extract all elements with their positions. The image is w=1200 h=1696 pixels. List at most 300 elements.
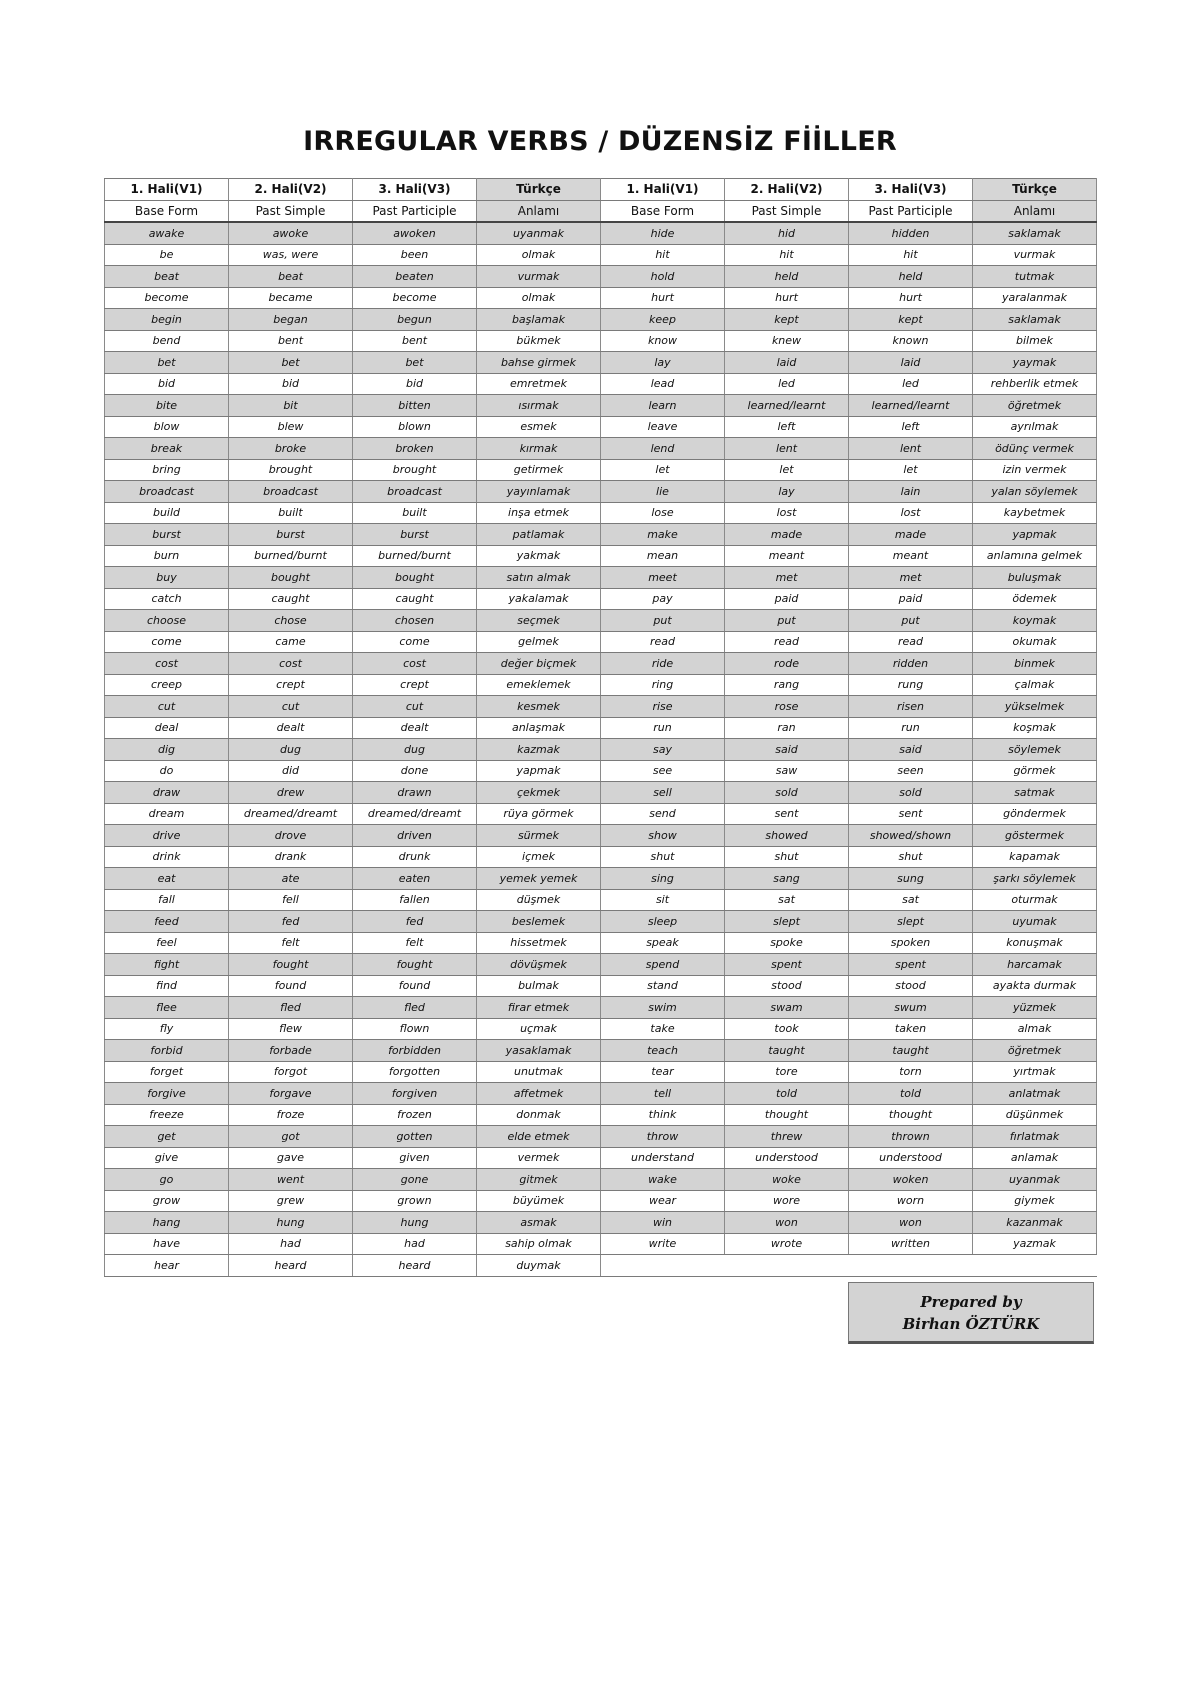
right-past-simple-cell: laid <box>725 352 849 374</box>
right-base-form-cell: keep <box>601 309 725 331</box>
right-past-simple-cell: woke <box>725 1169 849 1191</box>
left-base-form-cell: catch <box>105 588 229 610</box>
left-past-participle-cell: bent <box>353 330 477 352</box>
table-row <box>105 373 1097 395</box>
right-turkish-meaning-cell: söylemek <box>973 739 1097 761</box>
left-past-simple-cell: grew <box>229 1190 353 1212</box>
left-base-form-cell: feel <box>105 932 229 954</box>
left-past-simple-cell: dreamed/dreamt <box>229 803 353 825</box>
left-past-participle-cell: fed <box>353 911 477 933</box>
left-turkish-meaning-cell: büyümek <box>477 1190 601 1212</box>
right-past-simple-cell: held <box>725 266 849 288</box>
right-turkish-meaning-cell: kaybetmek <box>973 502 1097 524</box>
right-turkish-meaning-cell: saklamak <box>973 222 1097 244</box>
left-turkish-meaning-cell: satın almak <box>477 567 601 589</box>
left-past-participle-cell: given <box>353 1147 477 1169</box>
right-turkish-meaning-cell: anlamak <box>973 1147 1097 1169</box>
right-past-participle-cell: lost <box>849 502 973 524</box>
left-base-form-cell: cut <box>105 696 229 718</box>
right-past-simple-cell: sold <box>725 782 849 804</box>
right-base-form-cell: throw <box>601 1126 725 1148</box>
right-turkish-meaning-cell: izin vermek <box>973 459 1097 481</box>
left-past-participle-cell: fallen <box>353 889 477 911</box>
credit-box <box>848 1282 1094 1344</box>
right-base-form-cell: make <box>601 524 725 546</box>
table-row <box>105 1233 1097 1255</box>
right-turkish-meaning-cell: yalan söylemek <box>973 481 1097 503</box>
table-row <box>105 567 1097 589</box>
right-past-participle-cell: understood <box>849 1147 973 1169</box>
left-turkish-meaning-cell: yapmak <box>477 760 601 782</box>
right-past-participle-cell: swum <box>849 997 973 1019</box>
right-base-form-cell: learn <box>601 395 725 417</box>
right-past-simple-cell: told <box>725 1083 849 1105</box>
right-past-simple-cell: let <box>725 459 849 481</box>
right-past-participle-cell: learned/learnt <box>849 395 973 417</box>
left-base-form-cell: broadcast <box>105 481 229 503</box>
table-row <box>105 631 1097 653</box>
left-base-form-cell: burn <box>105 545 229 567</box>
header-turkish-right: Türkçe <box>973 179 1097 201</box>
right-turkish-meaning-cell: binmek <box>973 653 1097 675</box>
table-row <box>105 868 1097 890</box>
table-row <box>105 782 1097 804</box>
left-past-simple-cell: cost <box>229 653 353 675</box>
right-past-participle-cell: spent <box>849 954 973 976</box>
header-base-form-right: Base Form <box>601 200 725 222</box>
header-past-participle-right: Past Participle <box>849 200 973 222</box>
left-past-participle-cell: beaten <box>353 266 477 288</box>
left-past-participle-cell: gone <box>353 1169 477 1191</box>
left-turkish-meaning-cell: vermek <box>477 1147 601 1169</box>
left-turkish-meaning-cell: emretmek <box>477 373 601 395</box>
left-base-form-cell: burst <box>105 524 229 546</box>
table-row <box>105 395 1097 417</box>
header-row-labels <box>105 179 1097 201</box>
right-turkish-meaning-cell: çalmak <box>973 674 1097 696</box>
right-empty-cell <box>973 1255 1097 1277</box>
right-past-simple-cell: read <box>725 631 849 653</box>
right-past-simple-cell: stood <box>725 975 849 997</box>
right-past-simple-cell: led <box>725 373 849 395</box>
right-past-participle-cell: slept <box>849 911 973 933</box>
right-past-participle-cell: hidden <box>849 222 973 244</box>
table-row <box>105 1104 1097 1126</box>
right-base-form-cell: rise <box>601 696 725 718</box>
left-turkish-meaning-cell: bahse girmek <box>477 352 601 374</box>
left-past-participle-cell: heard <box>353 1255 477 1277</box>
left-past-participle-cell: gotten <box>353 1126 477 1148</box>
left-past-participle-cell: blown <box>353 416 477 438</box>
left-past-participle-cell: burst <box>353 524 477 546</box>
left-past-simple-cell: forbade <box>229 1040 353 1062</box>
left-past-simple-cell: built <box>229 502 353 524</box>
left-past-participle-cell: been <box>353 244 477 266</box>
left-base-form-cell: hear <box>105 1255 229 1277</box>
right-past-simple-cell: showed <box>725 825 849 847</box>
left-turkish-meaning-cell: vurmak <box>477 266 601 288</box>
right-base-form-cell: put <box>601 610 725 632</box>
right-turkish-meaning-cell: yaymak <box>973 352 1097 374</box>
left-past-participle-cell: broadcast <box>353 481 477 503</box>
left-base-form-cell: fight <box>105 954 229 976</box>
table-row <box>105 330 1097 352</box>
left-past-participle-cell: done <box>353 760 477 782</box>
right-past-participle-cell: let <box>849 459 973 481</box>
left-past-simple-cell: heard <box>229 1255 353 1277</box>
right-base-form-cell: see <box>601 760 725 782</box>
left-base-form-cell: forbid <box>105 1040 229 1062</box>
right-past-simple-cell: lent <box>725 438 849 460</box>
left-past-simple-cell: found <box>229 975 353 997</box>
left-turkish-meaning-cell: sahip olmak <box>477 1233 601 1255</box>
right-past-simple-cell: sent <box>725 803 849 825</box>
right-base-form-cell: wear <box>601 1190 725 1212</box>
verb-table-body <box>105 179 1097 1277</box>
right-past-participle-cell: taken <box>849 1018 973 1040</box>
right-past-simple-cell: hid <box>725 222 849 244</box>
right-turkish-meaning-cell: buluşmak <box>973 567 1097 589</box>
table-row <box>105 266 1097 288</box>
right-base-form-cell: show <box>601 825 725 847</box>
left-base-form-cell: be <box>105 244 229 266</box>
table-row <box>105 610 1097 632</box>
table-row <box>105 653 1097 675</box>
right-past-participle-cell: left <box>849 416 973 438</box>
left-base-form-cell: awake <box>105 222 229 244</box>
right-base-form-cell: ride <box>601 653 725 675</box>
right-past-simple-cell: saw <box>725 760 849 782</box>
left-base-form-cell: grow <box>105 1190 229 1212</box>
left-past-participle-cell: forgiven <box>353 1083 477 1105</box>
left-base-form-cell: flee <box>105 997 229 1019</box>
left-turkish-meaning-cell: duymak <box>477 1255 601 1277</box>
table-row <box>105 954 1097 976</box>
table-row <box>105 975 1097 997</box>
left-turkish-meaning-cell: ısırmak <box>477 395 601 417</box>
right-turkish-meaning-cell: saklamak <box>973 309 1097 331</box>
right-base-form-cell: swim <box>601 997 725 1019</box>
right-past-participle-cell: sat <box>849 889 973 911</box>
right-past-simple-cell: hit <box>725 244 849 266</box>
table-row <box>105 846 1097 868</box>
left-past-participle-cell: fled <box>353 997 477 1019</box>
left-base-form-cell: forget <box>105 1061 229 1083</box>
right-past-participle-cell: thought <box>849 1104 973 1126</box>
right-base-form-cell: sit <box>601 889 725 911</box>
table-row <box>105 524 1097 546</box>
left-past-simple-cell: felt <box>229 932 353 954</box>
left-base-form-cell: blow <box>105 416 229 438</box>
right-past-simple-cell: spoke <box>725 932 849 954</box>
right-past-participle-cell: sung <box>849 868 973 890</box>
left-past-participle-cell: bet <box>353 352 477 374</box>
left-turkish-meaning-cell: gelmek <box>477 631 601 653</box>
left-past-simple-cell: burned/burnt <box>229 545 353 567</box>
right-turkish-meaning-cell: yaralanmak <box>973 287 1097 309</box>
right-turkish-meaning-cell: giymek <box>973 1190 1097 1212</box>
left-turkish-meaning-cell: unutmak <box>477 1061 601 1083</box>
left-turkish-meaning-cell: anlaşmak <box>477 717 601 739</box>
header-v1-left: 1. Hali(V1) <box>105 179 229 201</box>
right-past-simple-cell: kept <box>725 309 849 331</box>
left-turkish-meaning-cell: bükmek <box>477 330 601 352</box>
left-past-simple-cell: drew <box>229 782 353 804</box>
header-base-form-left: Base Form <box>105 200 229 222</box>
table-row <box>105 244 1097 266</box>
left-turkish-meaning-cell: başlamak <box>477 309 601 331</box>
left-past-simple-cell: burst <box>229 524 353 546</box>
left-past-simple-cell: broke <box>229 438 353 460</box>
header-past-simple-left: Past Simple <box>229 200 353 222</box>
credit-prepared-by: Prepared by <box>920 1293 1022 1311</box>
right-past-simple-cell: understood <box>725 1147 849 1169</box>
right-base-form-cell: lead <box>601 373 725 395</box>
right-base-form-cell: sleep <box>601 911 725 933</box>
left-past-participle-cell: awoken <box>353 222 477 244</box>
left-base-form-cell: find <box>105 975 229 997</box>
left-past-simple-cell: gave <box>229 1147 353 1169</box>
right-turkish-meaning-cell: satmak <box>973 782 1097 804</box>
right-base-form-cell: win <box>601 1212 725 1234</box>
right-past-participle-cell: woken <box>849 1169 973 1191</box>
header-row-forms <box>105 200 1097 222</box>
left-base-form-cell: begin <box>105 309 229 331</box>
left-turkish-meaning-cell: emeklemek <box>477 674 601 696</box>
right-turkish-meaning-cell: ödemek <box>973 588 1097 610</box>
left-past-simple-cell: brought <box>229 459 353 481</box>
left-past-simple-cell: fought <box>229 954 353 976</box>
left-past-simple-cell: got <box>229 1126 353 1148</box>
left-past-participle-cell: built <box>353 502 477 524</box>
left-turkish-meaning-cell: elde etmek <box>477 1126 601 1148</box>
right-base-form-cell: think <box>601 1104 725 1126</box>
left-past-participle-cell: crept <box>353 674 477 696</box>
left-base-form-cell: go <box>105 1169 229 1191</box>
left-past-simple-cell: blew <box>229 416 353 438</box>
left-turkish-meaning-cell: kesmek <box>477 696 601 718</box>
right-turkish-meaning-cell: rehberlik etmek <box>973 373 1097 395</box>
right-past-simple-cell: slept <box>725 911 849 933</box>
left-past-simple-cell: caught <box>229 588 353 610</box>
table-row <box>105 287 1097 309</box>
table-row <box>105 222 1097 244</box>
header-turkish-left: Türkçe <box>477 179 601 201</box>
left-past-participle-cell: bitten <box>353 395 477 417</box>
header-meaning-right: Anlamı <box>973 200 1097 222</box>
right-turkish-meaning-cell: yüzmek <box>973 997 1097 1019</box>
right-past-participle-cell: kept <box>849 309 973 331</box>
right-past-simple-cell: took <box>725 1018 849 1040</box>
right-past-participle-cell: paid <box>849 588 973 610</box>
left-past-simple-cell: went <box>229 1169 353 1191</box>
left-past-simple-cell: bent <box>229 330 353 352</box>
left-past-simple-cell: bet <box>229 352 353 374</box>
right-base-form-cell: speak <box>601 932 725 954</box>
right-past-simple-cell: shut <box>725 846 849 868</box>
right-past-participle-cell: laid <box>849 352 973 374</box>
left-past-simple-cell: bit <box>229 395 353 417</box>
left-base-form-cell: draw <box>105 782 229 804</box>
left-past-participle-cell: drawn <box>353 782 477 804</box>
right-past-participle-cell: lain <box>849 481 973 503</box>
right-past-participle-cell: sent <box>849 803 973 825</box>
left-turkish-meaning-cell: kazmak <box>477 739 601 761</box>
right-turkish-meaning-cell: vurmak <box>973 244 1097 266</box>
right-past-simple-cell: lost <box>725 502 849 524</box>
table-row <box>105 481 1097 503</box>
left-past-participle-cell: caught <box>353 588 477 610</box>
right-turkish-meaning-cell: kapamak <box>973 846 1097 868</box>
left-base-form-cell: bite <box>105 395 229 417</box>
left-past-participle-cell: dreamed/dreamt <box>353 803 477 825</box>
left-turkish-meaning-cell: yakalamak <box>477 588 601 610</box>
right-base-form-cell: sing <box>601 868 725 890</box>
right-turkish-meaning-cell: ödünç vermek <box>973 438 1097 460</box>
left-past-simple-cell: fled <box>229 997 353 1019</box>
left-turkish-meaning-cell: sürmek <box>477 825 601 847</box>
right-past-simple-cell: made <box>725 524 849 546</box>
left-turkish-meaning-cell: kırmak <box>477 438 601 460</box>
left-turkish-meaning-cell: gitmek <box>477 1169 601 1191</box>
right-past-simple-cell: hurt <box>725 287 849 309</box>
left-past-participle-cell: bought <box>353 567 477 589</box>
table-row <box>105 438 1097 460</box>
left-turkish-meaning-cell: affetmek <box>477 1083 601 1105</box>
right-base-form-cell: meet <box>601 567 725 589</box>
left-past-participle-cell: bid <box>353 373 477 395</box>
right-base-form-cell: hide <box>601 222 725 244</box>
right-base-form-cell: say <box>601 739 725 761</box>
left-turkish-meaning-cell: olmak <box>477 287 601 309</box>
table-row <box>105 1018 1097 1040</box>
right-turkish-meaning-cell: uyumak <box>973 911 1097 933</box>
right-past-participle-cell: worn <box>849 1190 973 1212</box>
right-past-simple-cell: taught <box>725 1040 849 1062</box>
left-past-participle-cell: burned/burnt <box>353 545 477 567</box>
left-past-simple-cell: forgave <box>229 1083 353 1105</box>
left-turkish-meaning-cell: yakmak <box>477 545 601 567</box>
right-past-participle-cell: told <box>849 1083 973 1105</box>
right-empty-cell <box>725 1255 849 1277</box>
left-base-form-cell: creep <box>105 674 229 696</box>
right-past-simple-cell: put <box>725 610 849 632</box>
right-turkish-meaning-cell: oturmak <box>973 889 1097 911</box>
right-empty-cell <box>849 1255 973 1277</box>
left-past-simple-cell: began <box>229 309 353 331</box>
right-base-form-cell: take <box>601 1018 725 1040</box>
left-turkish-meaning-cell: uyanmak <box>477 222 601 244</box>
right-turkish-meaning-cell: konuşmak <box>973 932 1097 954</box>
left-past-simple-cell: chose <box>229 610 353 632</box>
right-past-simple-cell: lay <box>725 481 849 503</box>
right-past-participle-cell: met <box>849 567 973 589</box>
right-past-participle-cell: risen <box>849 696 973 718</box>
left-past-participle-cell: cut <box>353 696 477 718</box>
right-turkish-meaning-cell: ayrılmak <box>973 416 1097 438</box>
left-base-form-cell: feed <box>105 911 229 933</box>
left-past-simple-cell: came <box>229 631 353 653</box>
left-base-form-cell: bid <box>105 373 229 395</box>
left-past-simple-cell: had <box>229 1233 353 1255</box>
left-base-form-cell: dream <box>105 803 229 825</box>
left-turkish-meaning-cell: hissetmek <box>477 932 601 954</box>
right-base-form-cell: hold <box>601 266 725 288</box>
left-past-simple-cell: drove <box>229 825 353 847</box>
header-v2-right: 2. Hali(V2) <box>725 179 849 201</box>
left-past-participle-cell: come <box>353 631 477 653</box>
left-past-simple-cell: fell <box>229 889 353 911</box>
right-past-participle-cell: run <box>849 717 973 739</box>
table-row <box>105 588 1097 610</box>
right-turkish-meaning-cell: okumak <box>973 631 1097 653</box>
right-base-form-cell: send <box>601 803 725 825</box>
right-turkish-meaning-cell: yazmak <box>973 1233 1097 1255</box>
right-past-simple-cell: rang <box>725 674 849 696</box>
left-past-participle-cell: dug <box>353 739 477 761</box>
right-past-participle-cell: showed/shown <box>849 825 973 847</box>
left-past-simple-cell: forgot <box>229 1061 353 1083</box>
left-past-participle-cell: brought <box>353 459 477 481</box>
table-row <box>105 352 1097 374</box>
left-base-form-cell: freeze <box>105 1104 229 1126</box>
left-base-form-cell: fly <box>105 1018 229 1040</box>
left-base-form-cell: drink <box>105 846 229 868</box>
right-past-participle-cell: won <box>849 1212 973 1234</box>
right-past-participle-cell: shut <box>849 846 973 868</box>
right-past-simple-cell: spent <box>725 954 849 976</box>
left-past-simple-cell: bid <box>229 373 353 395</box>
right-base-form-cell: let <box>601 459 725 481</box>
credit-author: Birhan ÖZTÜRK <box>902 1315 1040 1333</box>
table-row <box>105 717 1097 739</box>
left-turkish-meaning-cell: uçmak <box>477 1018 601 1040</box>
right-base-form-cell: leave <box>601 416 725 438</box>
right-past-participle-cell: read <box>849 631 973 653</box>
right-past-simple-cell: knew <box>725 330 849 352</box>
page-title: IRREGULAR VERBS / DÜZENSİZ FİİLLER <box>303 126 897 157</box>
right-turkish-meaning-cell: yapmak <box>973 524 1097 546</box>
left-turkish-meaning-cell: değer biçmek <box>477 653 601 675</box>
right-turkish-meaning-cell: göndermek <box>973 803 1097 825</box>
table-row <box>105 674 1097 696</box>
left-past-simple-cell: awoke <box>229 222 353 244</box>
right-past-simple-cell: paid <box>725 588 849 610</box>
table-row <box>105 1212 1097 1234</box>
right-past-participle-cell: meant <box>849 545 973 567</box>
right-past-simple-cell: swam <box>725 997 849 1019</box>
right-past-participle-cell: rung <box>849 674 973 696</box>
left-past-participle-cell: dealt <box>353 717 477 739</box>
table-row <box>105 1061 1097 1083</box>
table-row <box>105 1126 1097 1148</box>
right-base-form-cell: lay <box>601 352 725 374</box>
right-base-form-cell: lie <box>601 481 725 503</box>
right-past-simple-cell: sat <box>725 889 849 911</box>
right-past-simple-cell: tore <box>725 1061 849 1083</box>
table-row <box>105 1147 1097 1169</box>
left-turkish-meaning-cell: bulmak <box>477 975 601 997</box>
left-past-simple-cell: broadcast <box>229 481 353 503</box>
left-turkish-meaning-cell: dövüşmek <box>477 954 601 976</box>
table-row <box>105 459 1097 481</box>
left-past-simple-cell: dug <box>229 739 353 761</box>
left-base-form-cell: beat <box>105 266 229 288</box>
right-base-form-cell: teach <box>601 1040 725 1062</box>
right-past-participle-cell: lent <box>849 438 973 460</box>
right-base-form-cell: ring <box>601 674 725 696</box>
left-base-form-cell: hang <box>105 1212 229 1234</box>
